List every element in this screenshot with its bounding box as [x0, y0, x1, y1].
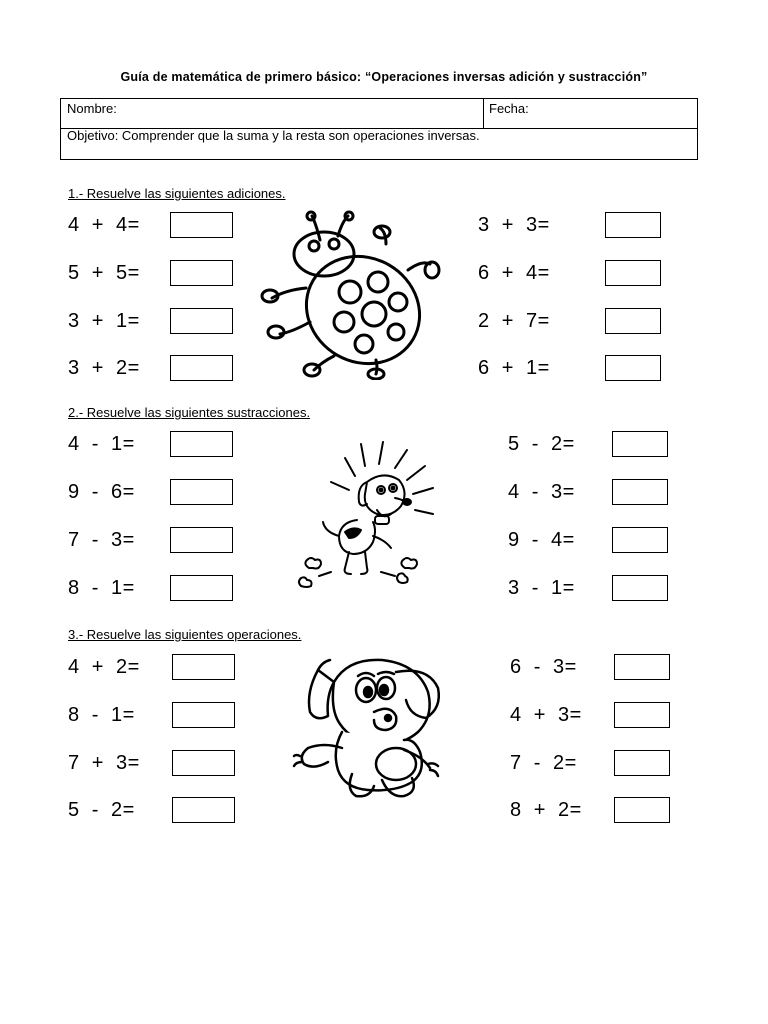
section-2-title: 2.- Resuelve las siguientes sustracciones.: [68, 405, 311, 420]
problem-1-left-4: 3 + 2=: [68, 357, 140, 379]
answer-box-1-right-3[interactable]: [605, 308, 661, 334]
problem-2-right-1: 5 - 2=: [508, 433, 575, 455]
answer-box-1-left-3[interactable]: [170, 308, 233, 334]
answer-box-2-right-3[interactable]: [612, 527, 668, 553]
problem-3-left-2: 8 - 1=: [68, 704, 135, 726]
problem-2-right-2: 4 - 3=: [508, 481, 575, 503]
problem-1-right-3: 2 + 7=: [478, 310, 550, 332]
problem-2-left-3: 7 - 3=: [68, 529, 135, 551]
problem-3-right-1: 6 - 3=: [510, 656, 577, 678]
page-title: Guía de matemática de primero básico: “Operaciones inversas adición y sustracción”: [120, 70, 648, 84]
answer-box-1-left-1[interactable]: [170, 212, 233, 238]
answer-box-3-right-2[interactable]: [614, 702, 670, 728]
answer-box-1-right-1[interactable]: [605, 212, 661, 238]
problem-3-right-3: 7 - 2=: [510, 752, 577, 774]
answer-box-2-left-4[interactable]: [170, 575, 233, 601]
answer-box-3-right-4[interactable]: [614, 797, 670, 823]
problem-1-right-4: 6 + 1=: [478, 357, 550, 379]
problem-2-right-4: 3 - 1=: [508, 577, 575, 599]
section-3-title: 3.- Resuelve las siguientes operaciones.: [68, 627, 302, 642]
problem-3-right-4: 8 + 2=: [510, 799, 582, 821]
answer-box-1-left-4[interactable]: [170, 355, 233, 381]
problem-2-right-3: 9 - 4=: [508, 529, 575, 551]
answer-box-3-left-3[interactable]: [172, 750, 235, 776]
answer-box-1-right-2[interactable]: [605, 260, 661, 286]
problem-3-right-2: 4 + 3=: [510, 704, 582, 726]
answer-box-2-right-1[interactable]: [612, 431, 668, 457]
problem-3-left-1: 4 + 2=: [68, 656, 140, 678]
answer-box-1-right-4[interactable]: [605, 355, 661, 381]
problem-1-right-2: 6 + 4=: [478, 262, 550, 284]
problem-1-left-2: 5 + 5=: [68, 262, 140, 284]
problem-2-left-1: 4 - 1=: [68, 433, 135, 455]
answer-box-3-left-1[interactable]: [172, 654, 235, 680]
header-divider: [483, 99, 484, 129]
answer-box-3-left-4[interactable]: [172, 797, 235, 823]
problem-1-left-3: 3 + 1=: [68, 310, 140, 332]
answer-box-3-left-2[interactable]: [172, 702, 235, 728]
name-label: Nombre:: [67, 101, 117, 116]
answer-box-3-right-1[interactable]: [614, 654, 670, 680]
elephant-icon: [278, 652, 464, 800]
problem-3-left-3: 7 + 3=: [68, 752, 140, 774]
date-label: Fecha:: [489, 101, 529, 116]
header-row: [61, 99, 697, 129]
section-1-title: 1.- Resuelve las siguientes adiciones.: [68, 186, 286, 201]
problem-3-left-4: 5 - 2=: [68, 799, 135, 821]
header-table: [60, 98, 698, 160]
answer-box-2-right-2[interactable]: [612, 479, 668, 505]
answer-box-1-left-2[interactable]: [170, 260, 233, 286]
problem-2-left-4: 8 - 1=: [68, 577, 135, 599]
answer-box-2-left-3[interactable]: [170, 527, 233, 553]
ladybug-icon: [258, 210, 448, 380]
dog-icon: [295, 436, 445, 596]
problem-1-left-1: 4 + 4=: [68, 214, 140, 236]
problem-1-right-1: 3 + 3=: [478, 214, 550, 236]
problem-2-left-2: 9 - 6=: [68, 481, 135, 503]
answer-box-2-left-1[interactable]: [170, 431, 233, 457]
answer-box-2-left-2[interactable]: [170, 479, 233, 505]
objective-text: Objetivo: Comprender que la suma y la resta son operaciones inversas.: [67, 128, 480, 143]
answer-box-3-right-3[interactable]: [614, 750, 670, 776]
answer-box-2-right-4[interactable]: [612, 575, 668, 601]
